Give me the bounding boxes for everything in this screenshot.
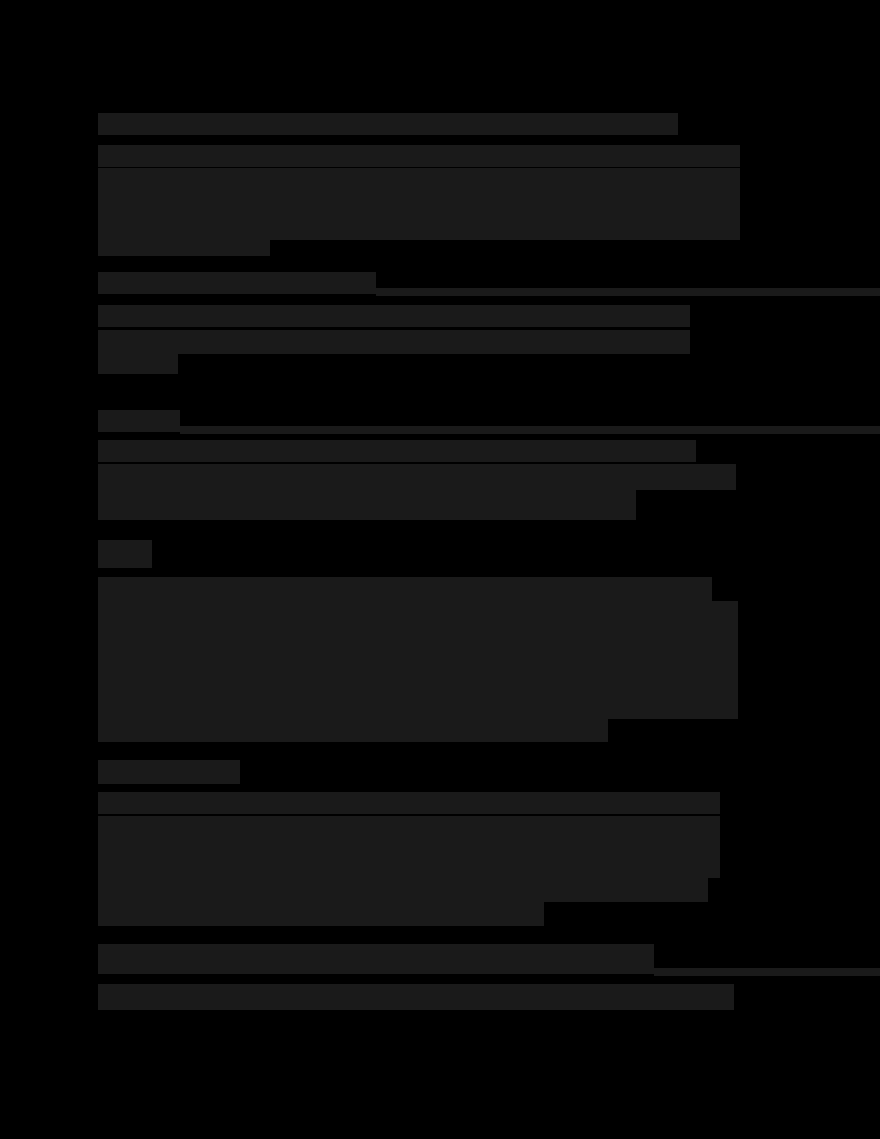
redacted-heading-line	[98, 410, 180, 432]
redacted-paragraph-line	[98, 464, 736, 490]
redacted-heading-line	[98, 272, 376, 294]
redacted-paragraph-line	[98, 440, 696, 462]
redacted-paragraph-line	[98, 168, 740, 192]
redacted-paragraph-line	[98, 878, 708, 902]
redacted-heading-line	[98, 540, 152, 568]
redacted-paragraph-line	[98, 145, 740, 167]
redacted-line-line	[98, 944, 654, 974]
redacted-paragraph-line	[98, 816, 720, 840]
redacted-paragraph-line	[98, 601, 738, 637]
redacted-paragraph-line	[98, 490, 636, 520]
section-rule	[376, 288, 880, 296]
redacted-paragraph-line	[98, 577, 712, 601]
redacted-paragraph-line	[98, 840, 720, 878]
redacted-paragraph-line	[98, 718, 608, 742]
redacted-paragraph-line	[98, 792, 720, 814]
section-rule	[180, 426, 880, 434]
redacted-line-line	[98, 984, 734, 1010]
redacted-paragraph-line	[98, 665, 738, 695]
section-rule	[654, 968, 880, 976]
redacted-paragraph-line	[98, 902, 544, 926]
redacted-paragraph-line	[98, 330, 690, 354]
redacted-heading-line	[98, 760, 240, 784]
redacted-paragraph-line	[98, 637, 738, 665]
redacted-paragraph-line	[98, 192, 740, 216]
redacted-paragraph-line	[98, 352, 178, 374]
redacted-title-line	[98, 113, 678, 135]
redacted-paragraph-line	[98, 695, 738, 719]
redacted-paragraph-line	[98, 234, 270, 256]
redacted-paragraph-line	[98, 305, 690, 327]
